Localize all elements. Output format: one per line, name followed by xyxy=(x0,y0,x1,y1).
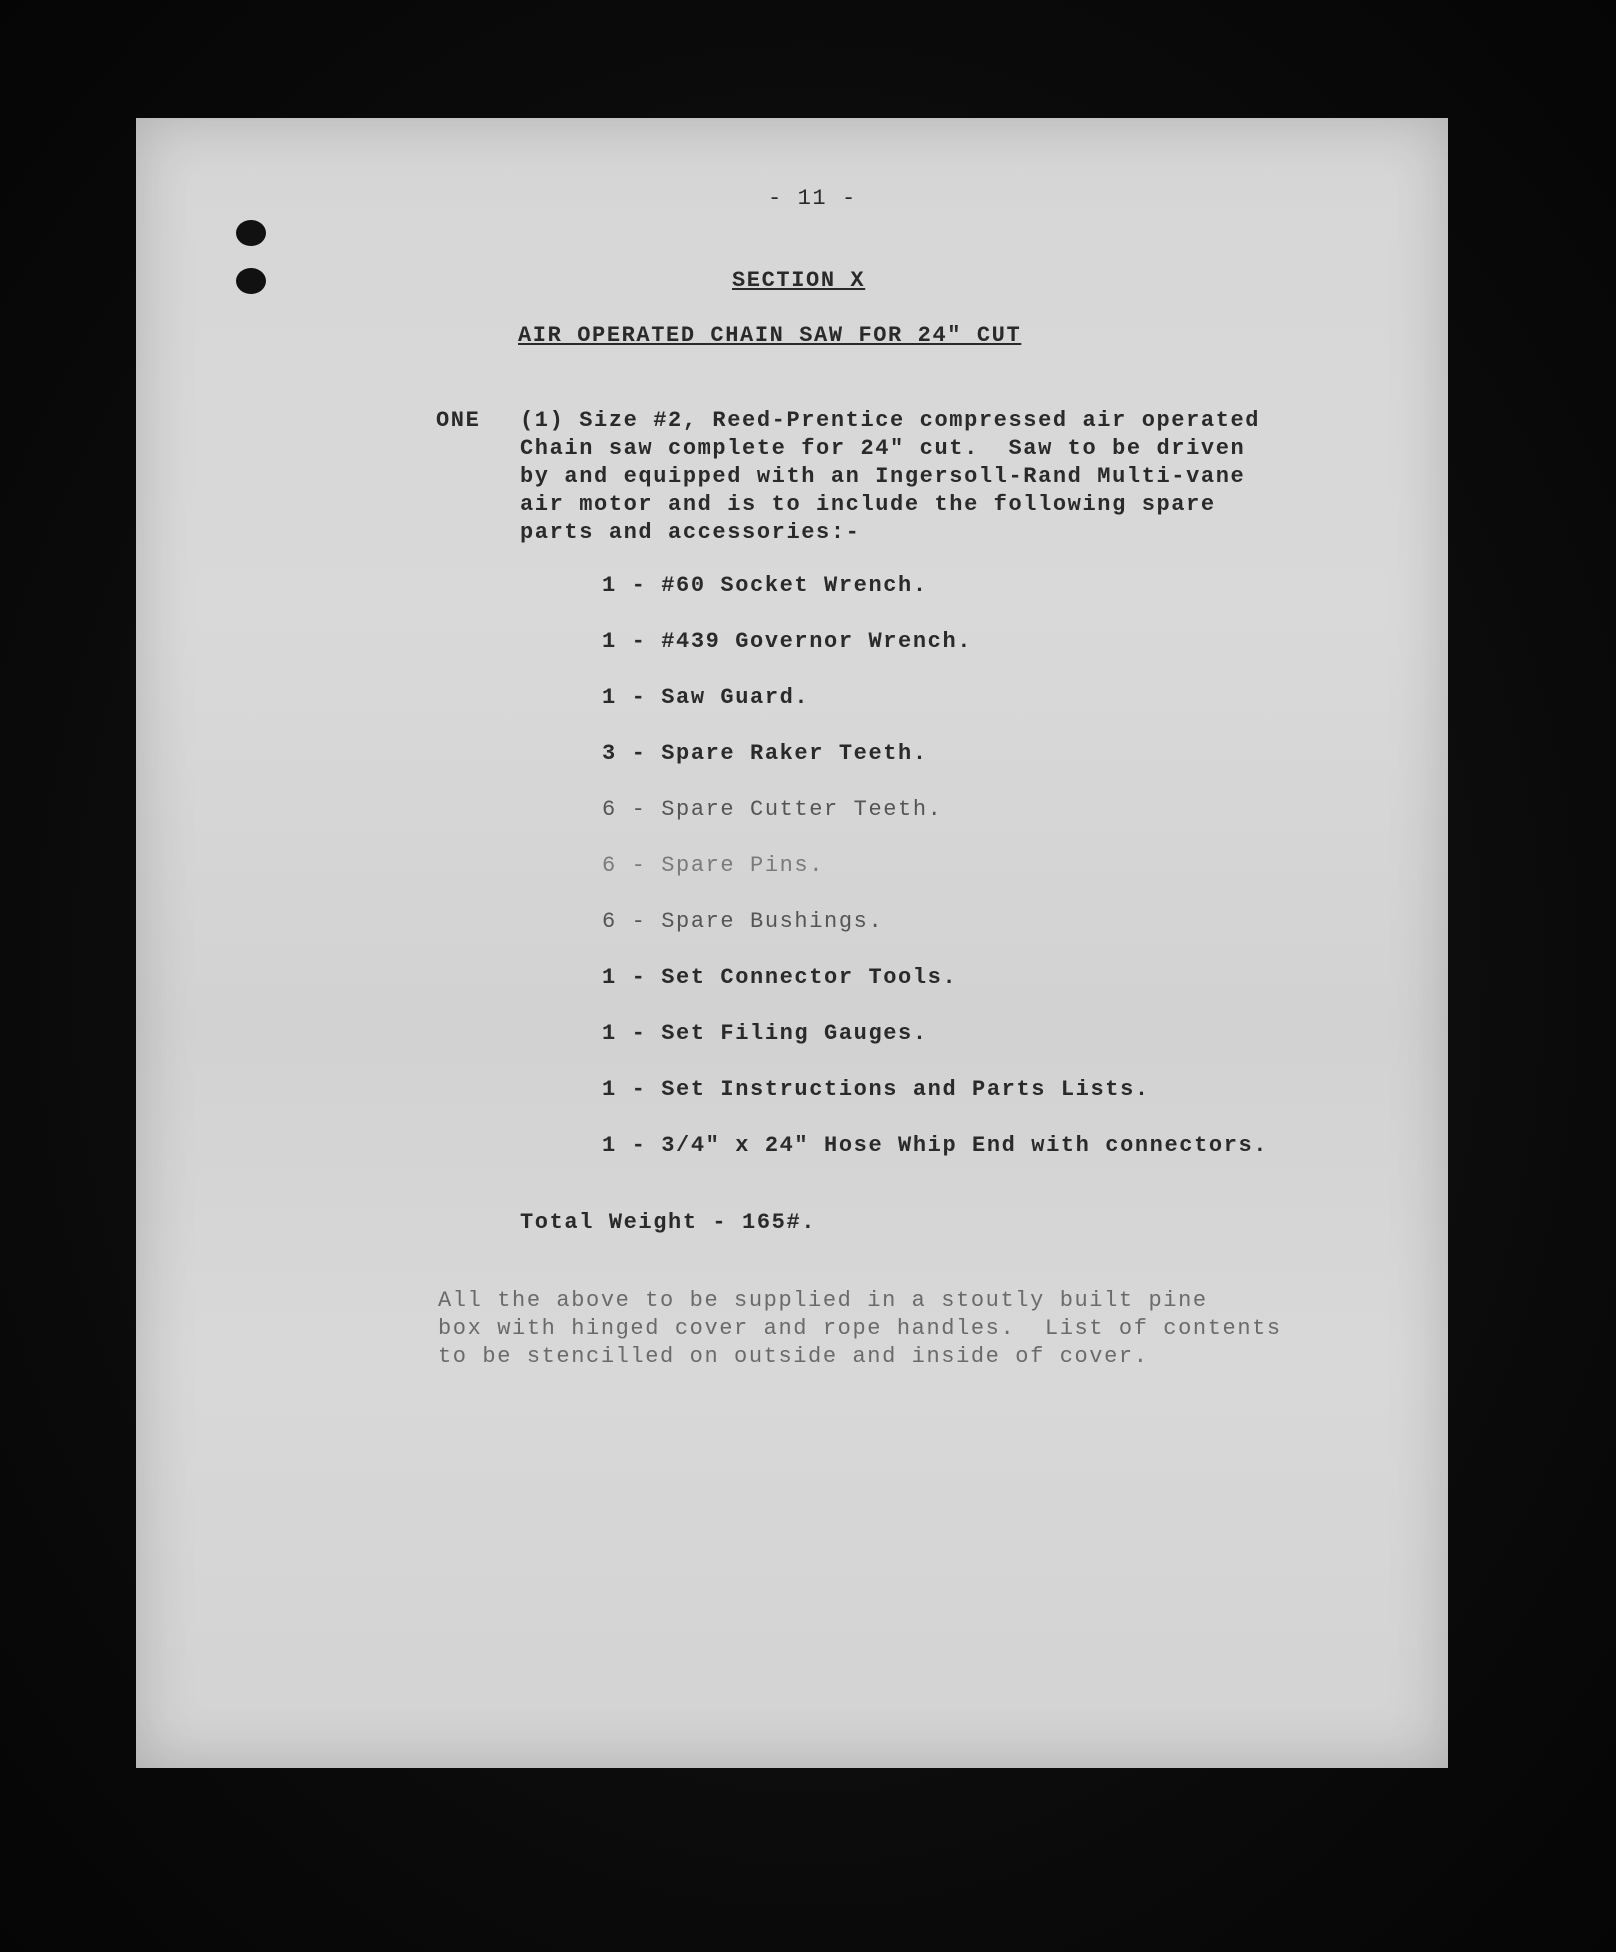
document-title: AIR OPERATED CHAIN SAW FOR 24" CUT xyxy=(518,323,1022,348)
list-item: 1 - Saw Guard. xyxy=(602,685,810,710)
list-item: 1 - 3/4" x 24" Hose Whip End with connectors. xyxy=(602,1133,1269,1158)
punch-hole xyxy=(236,268,266,294)
parts-list xyxy=(602,573,1268,1189)
section-title: SECTION X xyxy=(732,268,866,293)
document-page xyxy=(136,118,1448,1768)
list-item: 1 - Set Filing Gauges. xyxy=(602,1021,928,1046)
intro-lead-word: ONE xyxy=(436,408,481,433)
list-item: 3 - Spare Raker Teeth. xyxy=(602,741,928,766)
punch-hole xyxy=(236,220,266,246)
intro-line: by and equipped with an Ingersoll-Rand Multi-vane xyxy=(520,464,1246,489)
list-item: 1 - #439 Governor Wrench. xyxy=(602,629,973,654)
list-item: 6 - Spare Cutter Teeth. xyxy=(602,797,943,822)
list-item: 1 - Set Connector Tools. xyxy=(602,965,958,990)
intro-line: (1) Size #2, Reed-Prentice compressed air operated xyxy=(520,408,1261,433)
total-weight: Total Weight - 165#. xyxy=(520,1210,817,1235)
page-number: - 11 - xyxy=(768,186,857,211)
list-item: 6 - Spare Bushings. xyxy=(602,909,884,934)
intro-line: Chain saw complete for 24" cut. Saw to be driven xyxy=(520,436,1246,461)
closing-line: to be stencilled on outside and inside of cover. xyxy=(438,1344,1149,1369)
closing-line: All the above to be supplied in a stoutly built pine xyxy=(438,1288,1208,1313)
closing-line: box with hinged cover and rope handles. List of contents xyxy=(438,1316,1282,1341)
list-item: 1 - #60 Socket Wrench. xyxy=(602,573,928,598)
intro-line: air motor and is to include the following spare xyxy=(520,492,1216,517)
list-item: 6 - Spare Pins. xyxy=(602,853,825,878)
list-item: 1 - Set Instructions and Parts Lists. xyxy=(602,1077,1150,1102)
intro-line: parts and accessories:- xyxy=(520,520,861,545)
